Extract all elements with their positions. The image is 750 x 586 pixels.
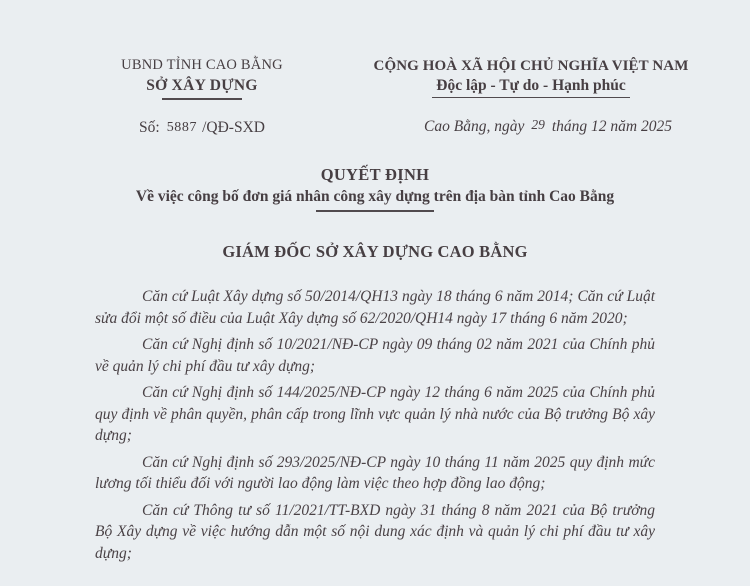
legal-basis-paragraph: Căn cứ Nghị định số 293/2025/NĐ-CP ngày 10 tháng 11 năm 2025 quy định mức lương tối thiểu đối với người lao động làm việc theo hợp đồng lao động; <box>95 453 655 492</box>
legal-basis-paragraph: Căn cứ Thông tư số 11/2021/TT-BXD ngày 31 tháng 8 năm 2021 của Bộ trưởng Bộ Xây dựng về việc hướng dẫn một số nội dung xác định và quản lý chi phí đầu tư xây dựng; <box>95 501 655 562</box>
place-date-line <box>372 118 724 136</box>
issuer-dept-name: SỞ XÂY DỰNG <box>146 77 258 94</box>
country-name: CỘNG HOÀ XÃ HỘI CHỦ NGHĨA VIỆT NAM <box>373 58 689 74</box>
legal-basis-paragraph: Căn cứ Nghị định số 10/2021/NĐ-CP ngày 09 tháng 02 năm 2021 của Chính phủ về quản lý chi phí đầu tư xây dựng; <box>95 336 655 375</box>
document-number-line <box>88 119 316 137</box>
issuer-org-name: UBND TỈNH CAO BẰNG <box>121 57 283 73</box>
legal-basis-paragraph: Căn cứ Luật Xây dựng số 50/2014/QH13 ngày 18 tháng 6 năm 2014; Căn cứ Luật sửa đổi một số điều của Luật Xây dựng số 62/2020/QH14 ngày 17 tháng 6 năm 2020; <box>95 288 655 327</box>
subject-underline-rule <box>316 210 434 212</box>
national-header-block <box>338 57 724 136</box>
title-block <box>0 165 750 261</box>
document-number-suffix: /QĐ-SXD <box>202 118 265 136</box>
legal-basis-paragraph: Căn cứ Nghị định số 144/2025/NĐ-CP ngày 12 tháng 6 năm 2025 của Chính phủ quy định về phân quyền, phân cấp trong lĩnh vực quản lý nhà nước của Bộ trưởng Bộ xây dựng; <box>95 384 655 444</box>
legal-basis-section <box>95 286 655 569</box>
place-date-prefix: Cao Bằng, ngày <box>424 118 525 135</box>
national-motto: Độc lập - Tự do - Hạnh phúc <box>432 77 629 98</box>
issuing-authority-title: GIÁM ĐỐC SỞ XÂY DỰNG CAO BẰNG <box>222 241 528 261</box>
place-date-suffix: tháng 12 năm 2025 <box>551 118 672 135</box>
dept-underline-rule <box>162 98 242 100</box>
document-type-title: QUYẾT ĐỊNH <box>320 165 430 184</box>
document-subject-title: Về việc công bố đơn giá nhân công xây dựng trên địa bàn tỉnh Cao Bằng <box>135 188 615 205</box>
day-value: 29 <box>531 117 545 132</box>
document-number-value: 5887 <box>166 119 198 135</box>
document-number-label: Số: <box>139 118 160 136</box>
issuer-block <box>88 57 316 137</box>
